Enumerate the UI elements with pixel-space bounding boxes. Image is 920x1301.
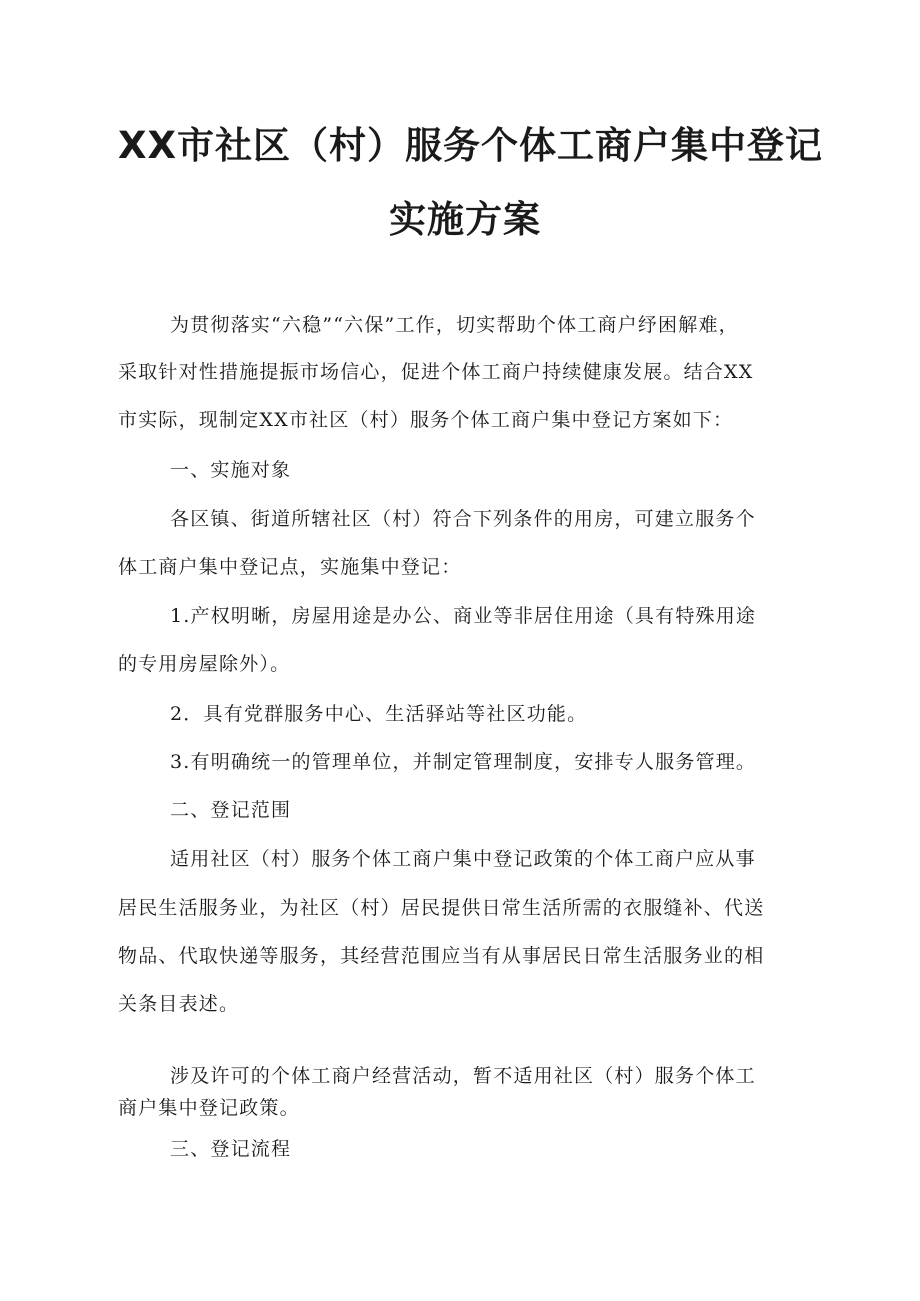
- section-1-para-line-2: 体工商户集中登记点，实施集中登记：: [118, 556, 462, 578]
- document-title-line-2: 实施方案: [389, 198, 541, 241]
- section-2-note-line-1: 涉及许可的个体工商户经营活动，暂不适用社区（村）服务个体工: [170, 1065, 756, 1087]
- section-heading-3: 三、登记流程: [170, 1138, 292, 1160]
- section-1-para-line-1: 各区镇、街道所辖社区（村）符合下列条件的用房，可建立服务个: [170, 508, 756, 530]
- section-2-para-line-4: 关条目表述。: [118, 993, 240, 1015]
- section-heading-2: 二、登记范围: [170, 799, 292, 821]
- section-2-para-line-1: 适用社区（村）服务个体工商户集中登记政策的个体工商户应从事: [170, 848, 756, 870]
- section-2-para-line-2: 居民生活服务业，为社区（村）居民提供日常生活所需的衣服缝补、代送: [118, 897, 765, 919]
- condition-1-line-2: 的专用房屋除外）。: [118, 653, 291, 675]
- section-2-para-line-3: 物品、代取快递等服务，其经营范围应当有从事居民日常生活服务业的相: [118, 945, 765, 967]
- condition-1-line-1: 1.产权明晰，房屋用途是办公、商业等非居住用途（具有特殊用途: [170, 605, 757, 627]
- condition-3: 3.有明确统一的管理单位，并制定管理制度，安排专人服务管理。: [170, 751, 757, 773]
- section-2-note-line-2: 商户集中登记政策。: [118, 1097, 300, 1119]
- intro-line-2: 采取针对性措施提振市场信心，促进个体工商户持续健康发展。结合XX: [118, 361, 754, 383]
- intro-line-1: 为贯彻落实“六稳”“六保”工作，切实帮助个体工商户纾困解难，: [170, 314, 739, 336]
- section-heading-1: 一、实施对象: [170, 459, 292, 481]
- condition-2: 2．具有党群服务中心、生活驿站等社区功能。: [170, 703, 588, 725]
- document-title-line-1: XX市社区（村）服务个体工商户集中登记: [118, 124, 824, 167]
- intro-line-3: 市实际，现制定XX市社区（村）服务个体工商户集中登记方案如下：: [118, 409, 734, 431]
